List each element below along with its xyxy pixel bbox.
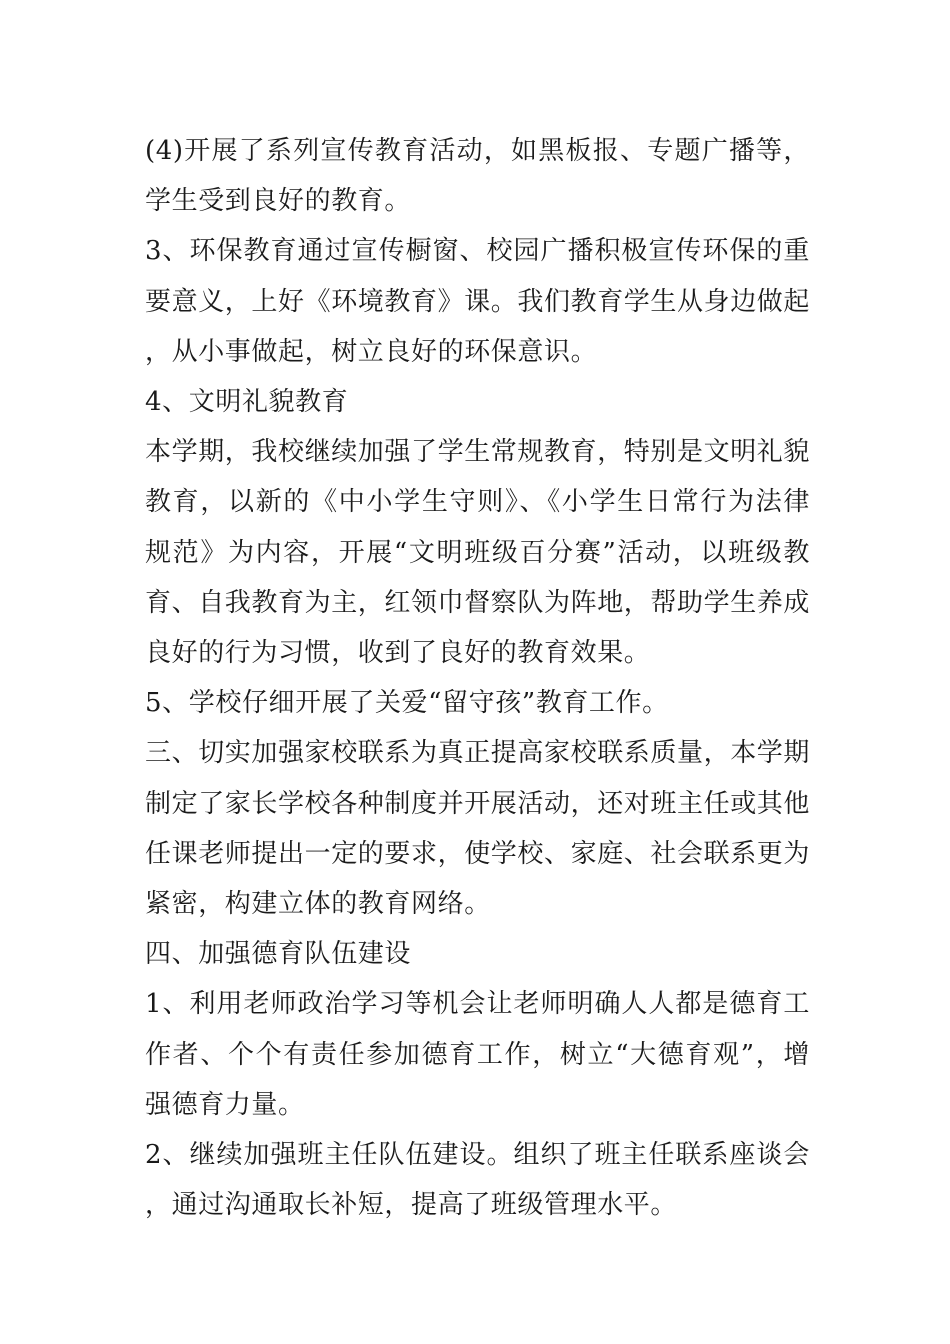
document-body xyxy=(145,126,810,1230)
paragraph-environmental-education: 3、环保教育通过宣传橱窗、校园广播积极宣传环保的重要意义，上好《环境教育》课。我们教育学生从身边做起，从小事做起，树立良好的环保意识。 xyxy=(145,236,811,367)
paragraph-home-school-contact: 三、切实加强家校联系为真正提高家校联系质量，本学期制定了家长学校各种制度并开展活动，还对班主任或其他任课老师提出一定的要求，使学校、家庭、社会联系更为紧密，构建立体的教育网络。 xyxy=(145,738,811,920)
heading-courtesy-education: 4、文明礼貌教育 xyxy=(145,387,349,418)
paragraph-head-teacher-team: 2、继续加强班主任队伍建设。组织了班主任联系座谈会，通过沟通取长补短，提高了班级管理水平。 xyxy=(145,1140,810,1221)
paragraph-courtesy-education: 本学期，我校继续加强了学生常规教育，特别是文明礼貌教育，以新的《中小学生守则》、《小学生日常行为法律规范》为内容，开展“文明班级百分赛”活动，以班级教育、自我教育为主，红领巾督察队为阵地，帮助学生养成良好的行为习惯，收到了良好的教育效果。 xyxy=(145,437,811,669)
heading-moral-team-building: 四、加强德育队伍建设 xyxy=(145,939,412,970)
paragraph-teacher-study: 1、利用老师政治学习等机会让老师明确人人都是德育工作者、个个有责任参加德育工作，树立“大德育观”，增强德育力量。 xyxy=(145,989,810,1120)
paragraph-left-behind-children: 5、学校仔细开展了关爱“留守孩”教育工作。 xyxy=(145,688,669,719)
paragraph-publicity-activities: (4)开展了系列宣传教育活动，如黑板报、专题广播等，学生受到良好的教育。 xyxy=(145,136,810,217)
